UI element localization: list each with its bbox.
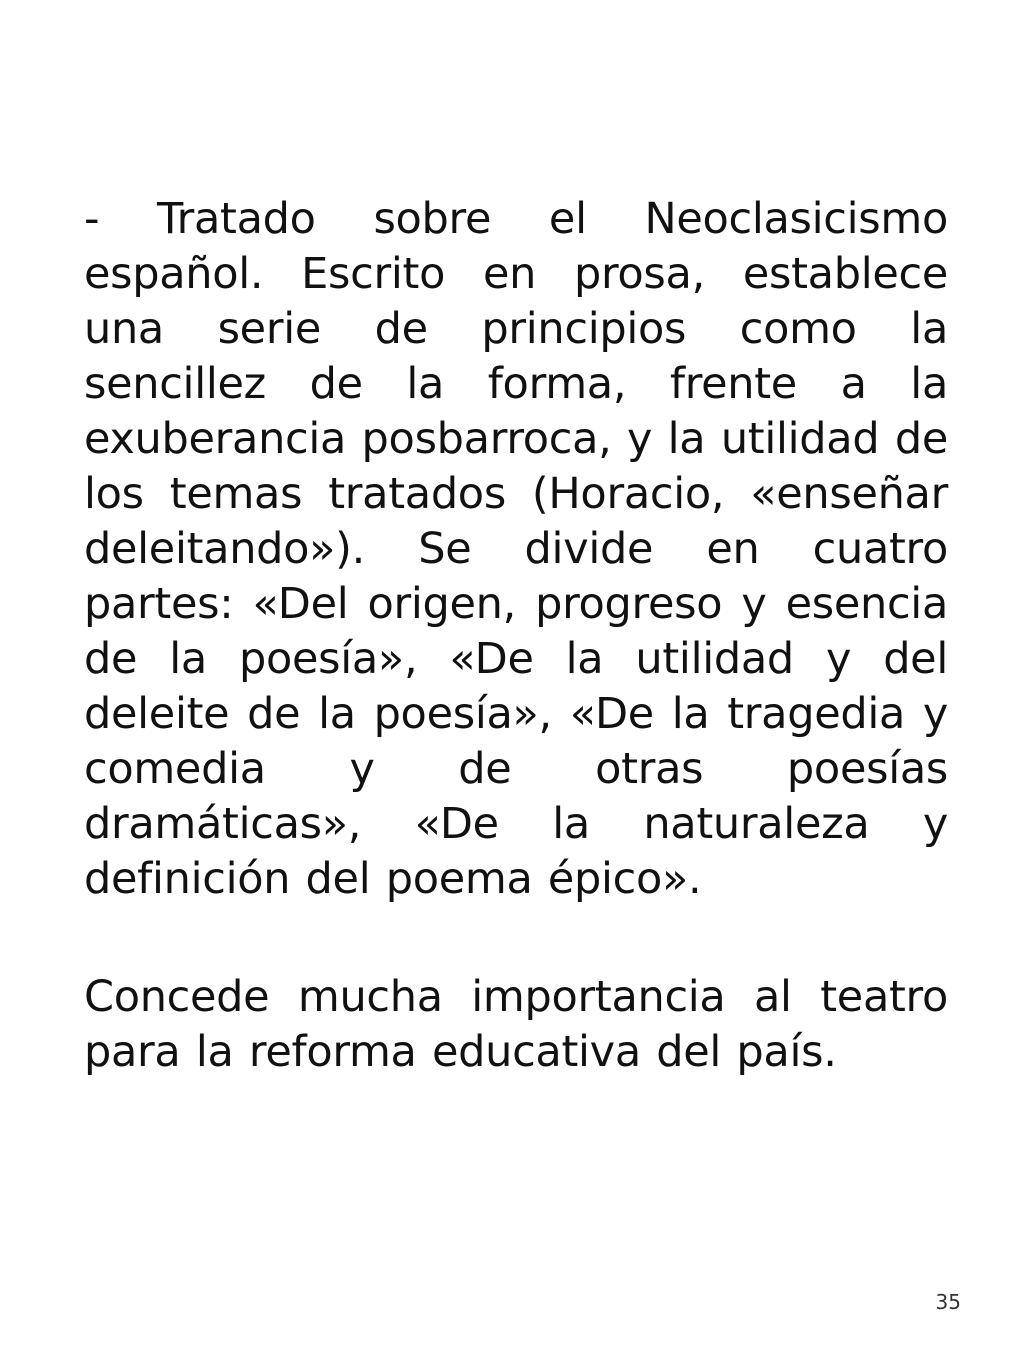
body-paragraph-theatre: Concede mucha importancia al teatro para la reforma educativa del país.: [84, 972, 948, 1077]
body-paragraph-treatise: - Tratado sobre el Neoclasicismo español. Escrito en prosa, establece una serie de principios como la sencillez de la forma, frente a la exuberancia posbarroca, y la utilidad de los temas tratados (Horacio, «enseñar deleitando»). Se divide en cuatro partes: «Del origen, progreso y esencia de la poesía», «De la utilidad y del deleite de la poesía», «De la tragedia y comedia y de otras poesías dramáticas», «De la naturaleza y definición del poema épico».: [84, 194, 948, 904]
page-number: 35: [935, 1290, 961, 1314]
